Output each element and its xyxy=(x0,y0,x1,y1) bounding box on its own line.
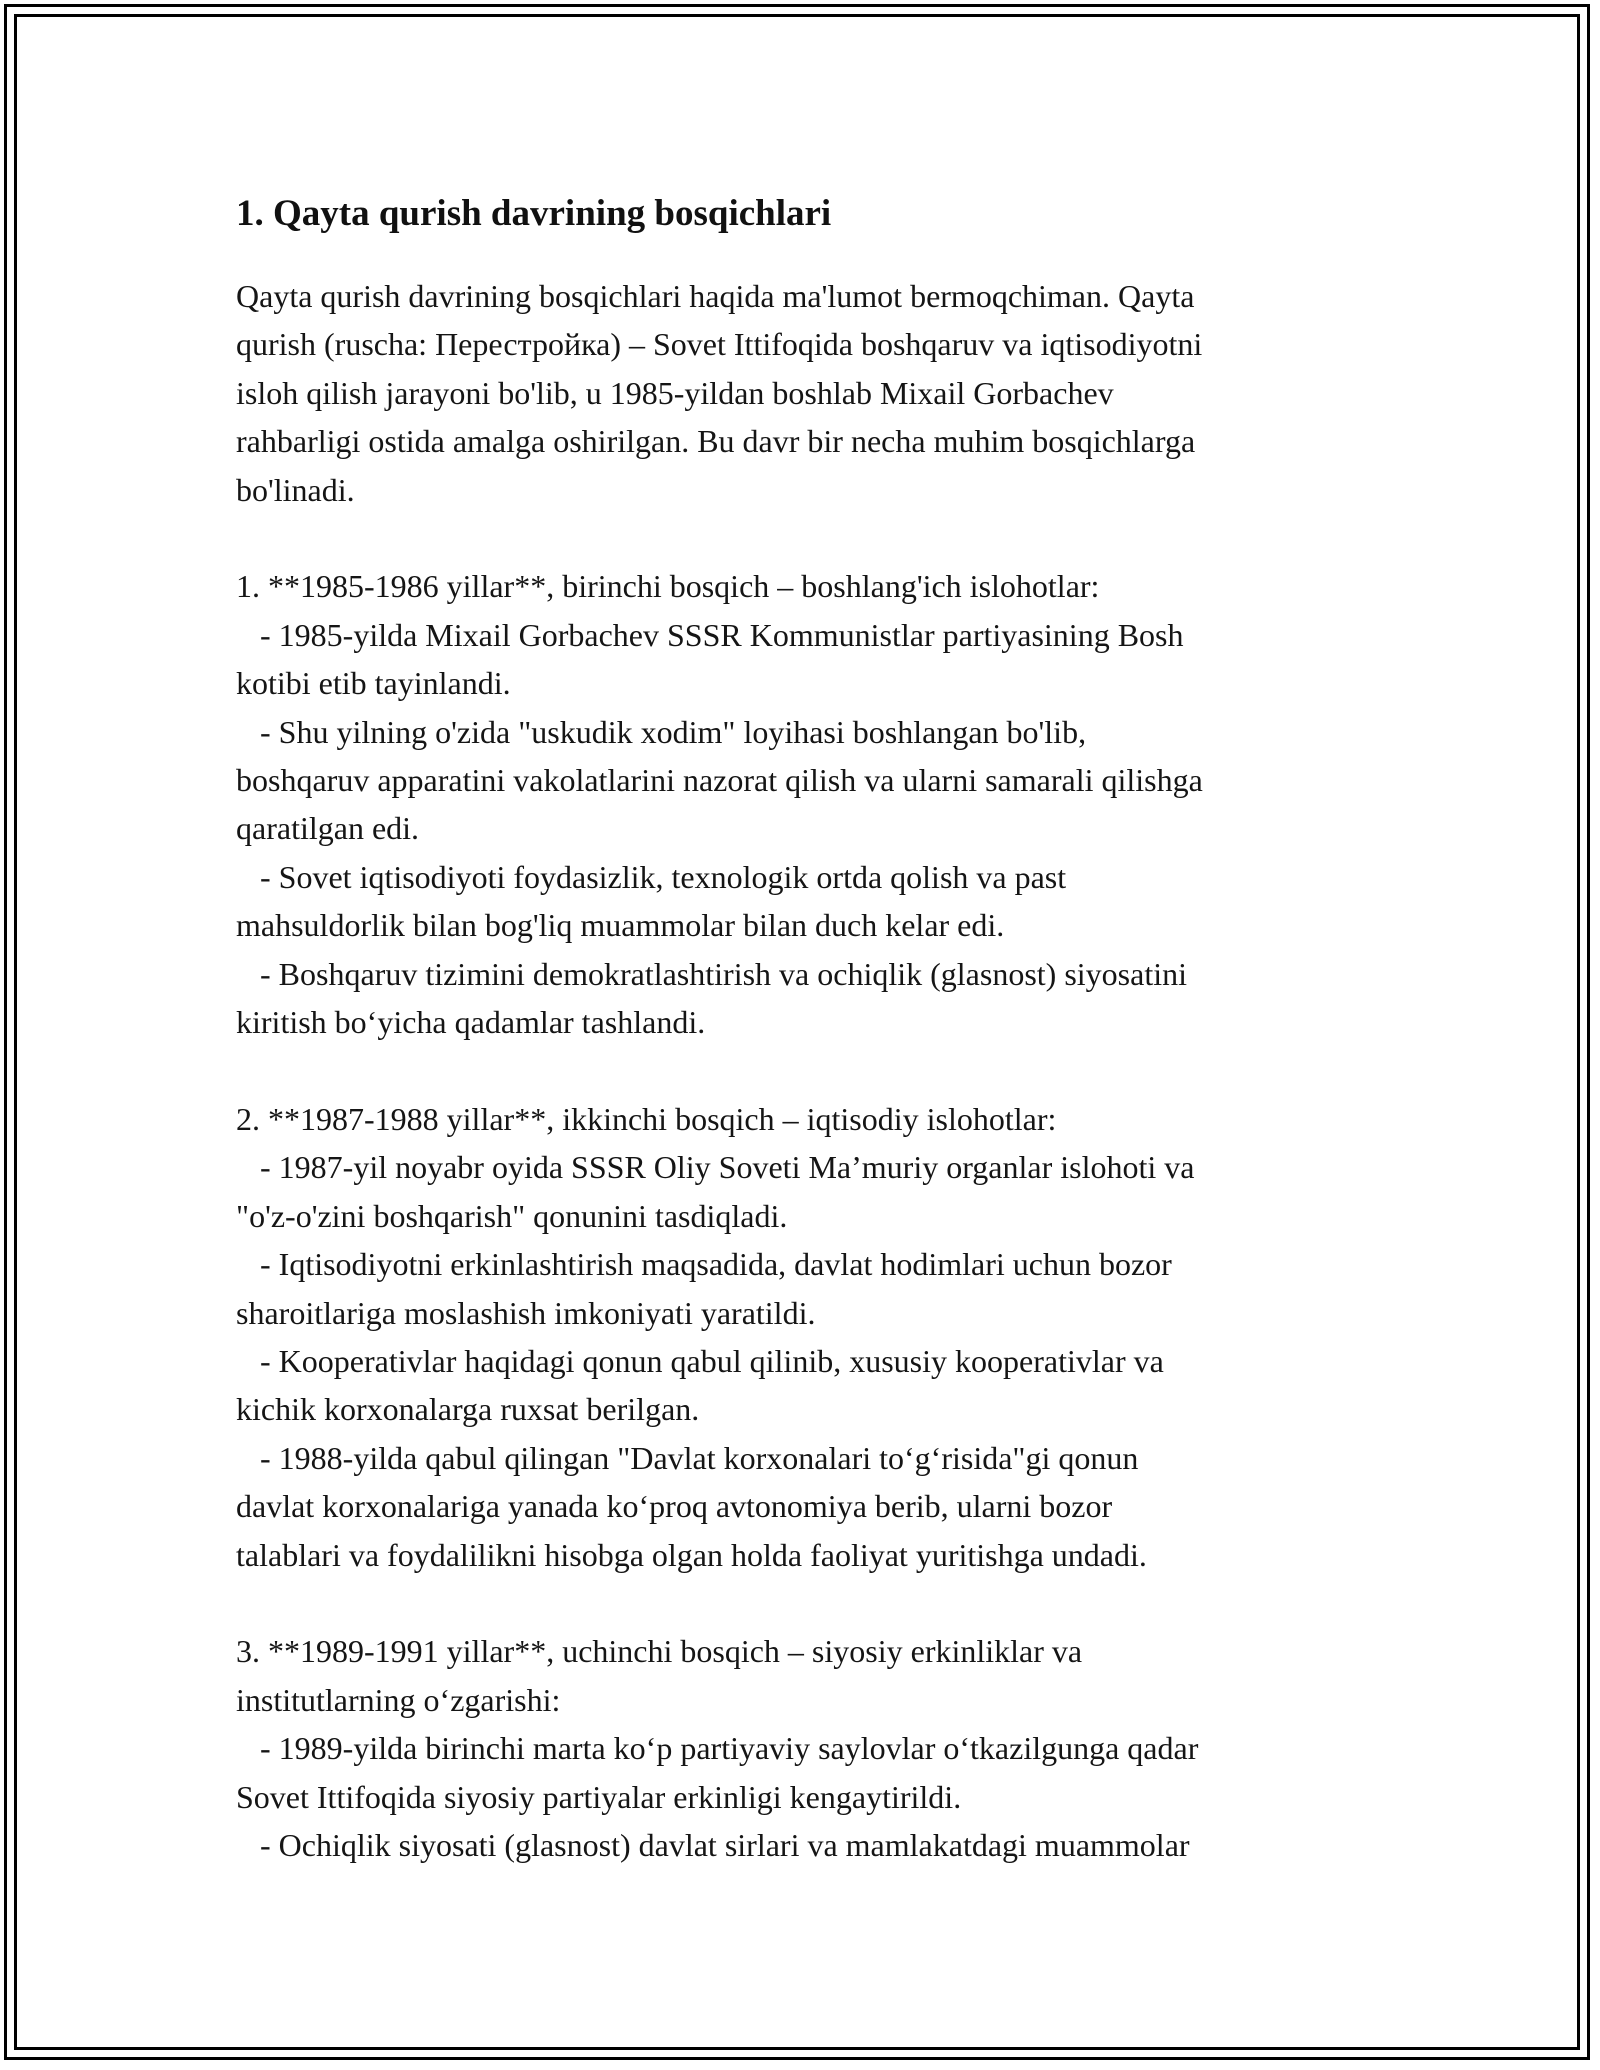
document-heading: 1. Qayta qurish davrining bosqichlari xyxy=(236,193,832,234)
document-content xyxy=(236,190,1376,1869)
document-body: Qayta qurish davrining bosqichlari haqida ma'lumot bermoqchiman. Qayta qurish (ruscha: Перестройка) – Sovet Ittifoqida boshqaruv va iqtisodiyotni isloh qilish jarayoni bo'lib, u 1985-yildan boshlab Mixail Gorbachev rahbarligi ostida amalga oshirilgan. Bu davr bir necha muhim bosqichlarga bo'linadi. 1. **1985-1986 yillar**, birinchi bosqich – boshlang'ich islohotlar: - 1985-yilda Mixail Gorbachev SSSR Kommunistlar partiyasining Bosh kotibi etib tayinlandi. - Shu yilning o'zida "uskudik xodim" loyihasi boshlangan bo'lib, boshqaruv apparatini vakolatlarini nazorat qilish va ularni samarali qilishga qaratilgan edi. - Sovet iqtisodiyoti foydasizlik, texnologik ortda qolish va past mahsuldorlik bilan bog'liq muammolar bilan duch kelar edi. - Boshqaruv tizimini demokratlashtirish va ochiqlik (glasnost) siyosatini kiritish bo‘yicha qadamlar tashlandi. 2. **1987-1988 yillar**, ikkinchi bosqich – iqtisodiy islohotlar: - 1987-yil noyabr oyida SSSR Oliy Soveti Ma’muriy organlar islohoti va "o'z-o'zini boshqarish" qonunini tasdiqladi. - Iqtisodiyotni erkinlashtirish maqsadida, davlat hodimlari uchun bozor sharoitlariga moslashish imkoniyati yaratildi. - Kooperativlar haqidagi qonun qabul qilinib, xususiy kooperativlar va kichik korxonalarga ruxsat berilgan. - 1988-yilda qabul qilingan "Davlat korxonalari to‘g‘risida"gi qonun davlat korxonalariga yanada ko‘proq avtonomiya berib, ularni bozor talablari va foydalilikni hisobga olgan holda faoliyat yuritishga undadi. 3. **1989-1991 yillar**, uchinchi bosqich – siyosiy erkinliklar va institutlarning o‘zgarishi: - 1989-yilda birinchi marta ko‘p partiyaviy saylovlar o‘tkazilgunga qadar Sovet Ittifoqida siyosiy partiyalar erkinligi kengaytirildi. - Ochiqlik siyosati (glasnost) davlat sirlari va mamlakatdagi muammolar xyxy=(236,278,1203,1863)
